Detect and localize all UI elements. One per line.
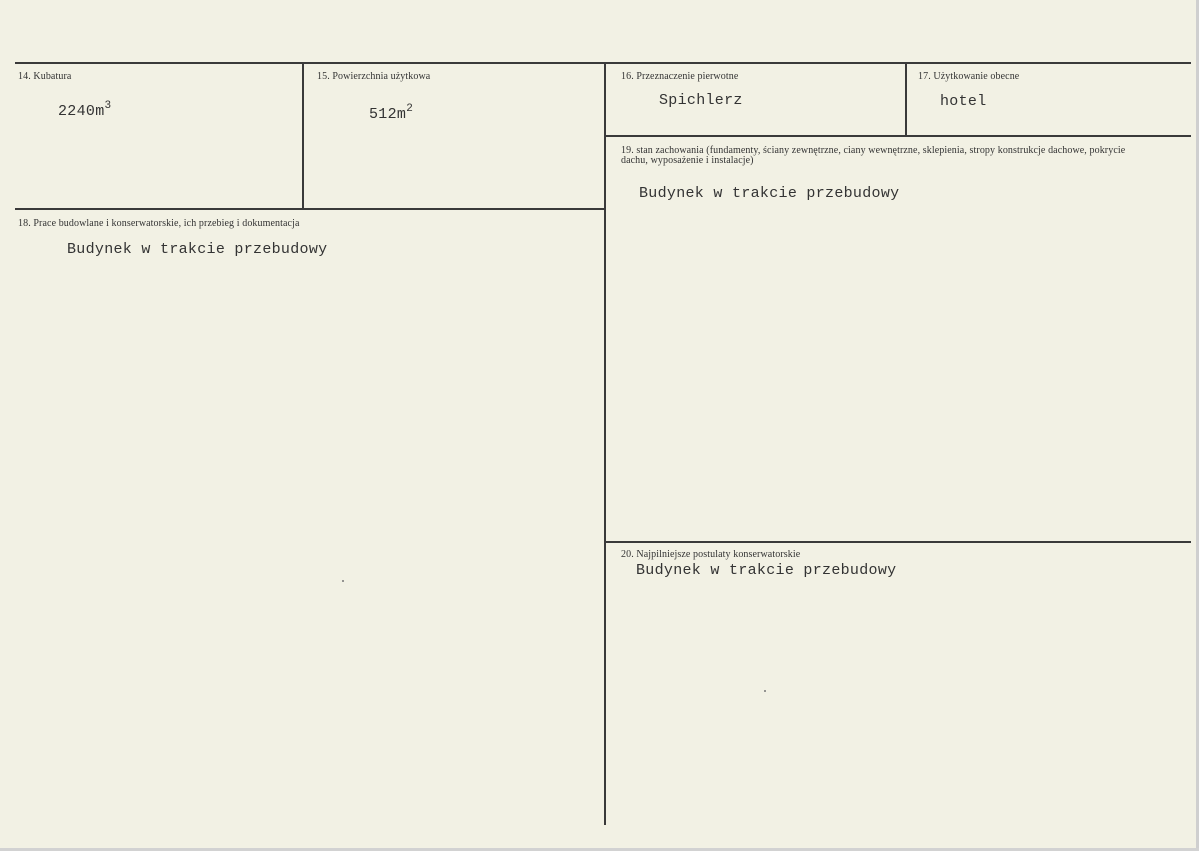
uzytkowanie-value: hotel [940,93,987,110]
prace-label: 18. Prace budowlane i konserwatorskie, ich przebieg i dokumentacja [18,218,300,229]
przeznaczenie-value: Spichlerz [659,92,743,109]
powierzchnia-exponent: 2 [406,103,414,115]
prace-value: Budynek w trakcie przebudowy [67,241,328,258]
kubatura-value [58,100,112,120]
stan-label: 19. stan zachowania (fundamenty, ściany zewnętrzne, ciany wewnętrzne, sklepienia, stropy konstrukcje dachowe, pokrycie dachu, wyposażenie i instalacje) [621,145,1126,166]
top-rule [15,62,1191,64]
paper-speck [342,580,344,582]
paper-speck [764,690,766,692]
divider-16-17 [905,63,907,136]
uzytkowanie-label: 17. Użytkowanie obecne [918,71,1020,82]
przeznaczenie-label: 16. Przeznaczenie pierwotne [621,71,739,82]
rule-above-20 [606,541,1191,543]
divider-14-15 [302,63,304,209]
kubatura-number: 2240m [58,103,105,120]
postulaty-label: 20. Najpilniejsze postulaty konserwatorskie [621,549,801,560]
rule-under-16-17 [606,135,1191,137]
center-divider [604,63,606,825]
stan-value: Budynek w trakcie przebudowy [639,185,900,202]
postulaty-value: Budynek w trakcie przebudowy [636,562,897,579]
kubatura-exponent: 3 [104,100,112,112]
kubatura-label: 14. Kubatura [18,71,72,82]
powierzchnia-value [369,103,414,123]
powierzchnia-number: 512m [369,106,407,123]
rule-under-14-15 [15,208,604,210]
powierzchnia-label: 15. Powierzchnia użytkowa [317,71,431,82]
